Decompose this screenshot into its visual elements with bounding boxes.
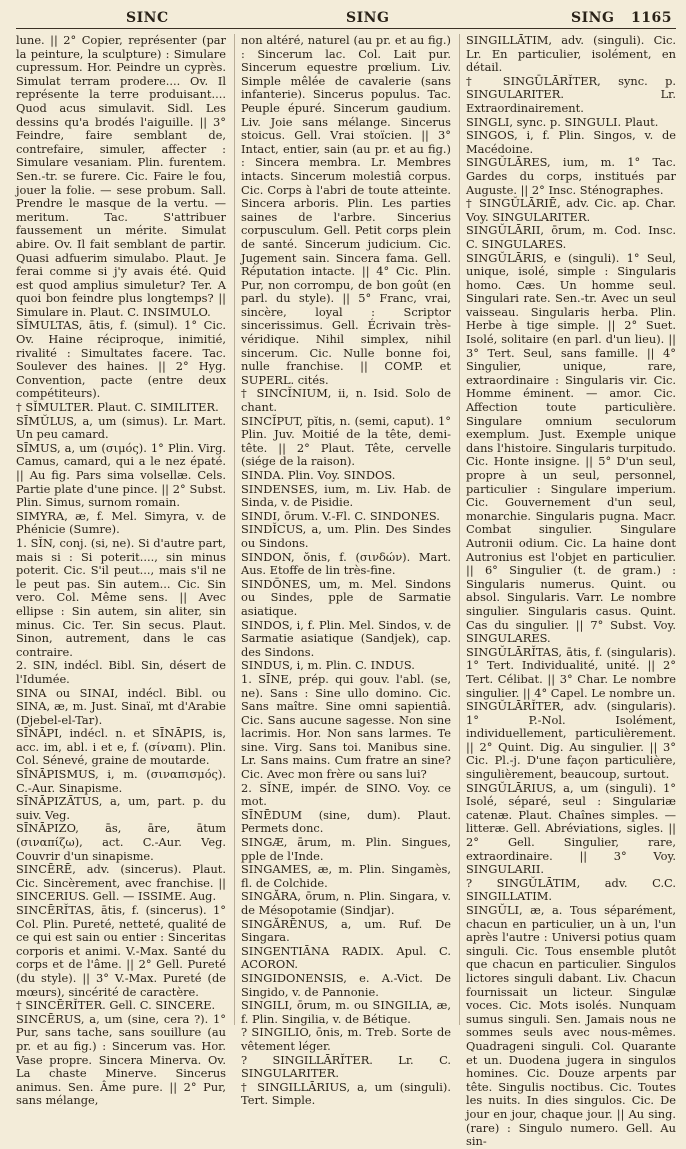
dictionary-entry: SINDENSES, ium, m. Liv. Hab. de Sinda, v. de Pisidie. (241, 481, 451, 510)
dictionary-entry: 1. SĪNE, prép. qui gouv. l'abl. (se, ne). Sans : Sine ullo domino. Cic. Sans maître. Sine omni sapientiâ. Cic. Sans aucune sagesse. Non sine lacrimis. Hor. Non sans larmes. Te sine. Virg. Sans toi. Manibus sine. Lr. Sans mains. Cum fratre an sine? Cic. Avec mon frère ou sans lui? (241, 671, 451, 782)
dictionary-entry: SĬMULTAS, ātis, f. (simul). 1° Cic. Ov. Haine réciproque, inimitié, rivalité : Simultates facere. Tac. Soulever des haines. || 2° Hyg. Convention, pacte (entre deux compétiteurs). (16, 318, 226, 401)
page-number: 1165 (631, 10, 672, 26)
dictionary-entry: † SĬMULTER. Plaut. C. SIMILITER. (16, 400, 219, 415)
dictionary-entry: SINA ou SINAI, indécl. Bibl. ou SINA, æ, m. Just. Sinaï, mt d'Arabie (Djebel-el-Tar). (16, 685, 226, 727)
dictionary-entry: † SINGŪLĀRĬTER, sync. p. SINGULARITER. Lr. Extraordinairement. (466, 73, 676, 115)
dictionary-entry: † SINCĬNIUM, ii, n. Isid. Solo de chant. (241, 386, 451, 415)
dictionary-entry: SINDŌNES, um, m. Mel. Sindons ou Sindes, pple de Sarmatie asiatique. (241, 576, 451, 618)
dictionary-entry: SĪMUS, a, um (σιμός). 1° Plin. Virg. Camus, camard, qui a le nez épaté. || Au fig. Pars sima volsellæ. Cels. Partie plate d'une pince. || 2° Subst. Plin. Simus, surnom romain. (16, 440, 226, 510)
dictionary-entry: SĪNĒDUM (sine, dum). Plaut. Permets donc. (241, 807, 451, 836)
dictionary-entry: SINDI, ōrum. V.-Fl. C. SINDONES. (241, 508, 440, 523)
dictionary-entry: SĪNĀPIZO, ās, āre, ātum (σιναπίζω), act. C.-Aur. Veg. Couvrir d'un sinapisme. (16, 821, 226, 863)
running-header (16, 6, 676, 28)
dictionary-entry: SINGENTIĀNA RADIX. Apul. C. ACORON. (241, 943, 451, 972)
dictionary-entry: SĪNĀPI, indécl. n. et SĪNĀPIS, is, acc. im, abl. i et e, f. (σίναπι). Plin. Col. Sénevé, graine de moutarde. (16, 726, 226, 768)
dictionary-entry: ? SINGŬLĀTIM, adv. C.C. SINGILLATIM. (466, 875, 676, 904)
dictionary-entry: SINGŬLI, æ, a. Tous séparément, chacun en particulier, un à un, l'un après l'autre : Universi potius quam singuli. Cic. Tous ensemble plutôt que chacun en particulier. Singulos lictores singuli dabant. Liv. Chacun fournissait un licteur. Singulæ voces. Cic. Mots isolés. Nunquam sumus singuli. Sen. Jamais nous ne sommes seuls avec nous-mêmes. Quadrageni singuli. Col. Quarante et un. Duodena jugera in singulos homines. Cic. Douze arpents par tête. Singulis noctibus. Cic. Toutes les nuits. In dies singulos. Cic. De jour en jour, chaque jour. || Au sing. (rare) : Singulo numero. Gell. Au sin- (466, 903, 676, 1149)
dictionary-entry: SINCĒRUS, a, um (sine, cera ?). 1° Pur, sans tache, sans souillure (au pr. et au fig.) : Sincerum vas. Hor. Vase propre. Sincera Minerva. Ov. La chaste Minerve. Sincerus animus. Sen. Âme pure. || 2° Pur, sans mélange, (16, 1011, 226, 1108)
column-3 (459, 33, 676, 1149)
dictionary-entry: † SINGILLĀRIUS, a, um (singuli). Tert. Simple. (241, 1079, 451, 1108)
dictionary-entry: SINGŬLĀRII, ōrum, m. Cod. Insc. C. SINGULARES. (466, 223, 676, 251)
dictionary-entry: SINDA. Plin. Voy. SINDOS. (241, 468, 396, 482)
dictionary-entry: SINGŬLĀRĬTER, adv. (singularis). 1° P.-Nol. Isolément, individuellement, particulièrement. || 2° Quint. Dig. Au singulier. || 3° Cic. Pl.-j. D'une façon particulière, singulièrement, beaucoup, surtout. (466, 699, 676, 782)
header-right-guide-word: SING (571, 10, 615, 26)
dictionary-entry: lune. || 2° Copier, représenter (par la peinture, la sculpture) : Simulare cupressum. Hor. Peindre un cyprès. Simulat terram prodere.... Ov. Il représente la terre produisant.... Quod acus simulavit. Sidl. Les dessins qu'a brodés l'aiguille. || 3° Feindre, faire semblant de, contrefaire, simuler, affecter : Simulare vesaniam. Plin. furentem. Sen.-tr. se furere. Cic. Faire le fou, jouer la folie. — sese probum. Sall. Prendre le masque de la vertu. — meritum. Tac. S'attribuer faussement un mérite. Simulat abire. Ov. Il fait semblant de partir. Quasi adfuerim simulabo. Plaut. Je ferai comme si j'y avais été. Quid est quod amplius simuletur? Ter. A quoi bon feindre plus longtemps? || Simulare in. Plaut. C. INSIMULO. (16, 33, 226, 319)
dictionary-entry: SINDON, ŏnis, f. (σινδών). Mart. Aus. Etoffe de lin très-fine. (241, 549, 451, 578)
dictionary-entry: SIMYRA, æ, f. Mel. Simyra, v. de Phénicie (Sumre). (16, 508, 226, 537)
dictionary-entry: 2. SĬNE, impér. de SINO. Voy. ce mot. (241, 780, 451, 809)
dictionary-entry: SINGĂRA, ōrum, n. Plin. Singara, v. de Mésopotamie (Sindjar). (241, 889, 451, 917)
columns (16, 33, 676, 1149)
dictionary-entry: SINGŬLĀRĬTAS, ātis, f. (singularis). 1° Tert. Individualité, unité. || 2° Tert. Célibat. || 3° Char. Le nombre singulier. || 4° Capel. Le nombre un. (466, 644, 676, 700)
dictionary-entry: SINGILLĀTIM, adv. (singuli). Cic. Lr. En particulier, isolément, en détail. (466, 33, 676, 75)
dictionary-entry: SINDUS, i, m. Plin. C. INDUS. (241, 658, 415, 673)
dictionary-entry: SINCĒRĒ, adv. (sincerus). Plaut. Cic. Sincèrement, avec franchise. || SINCERIUS. Gell. — ISSIME. Aug. (16, 862, 226, 904)
header-left-guide-word: SINC (126, 10, 169, 26)
dictionary-entry: SINDOS, i, f. Plin. Mel. Sindos, v. de Sarmatie asiatique (Sandjek), cap. des Sindons. (241, 617, 451, 659)
dictionary-entry: 1. SĬN, conj. (si, ne). Si d'autre part, mais si : Si poterit...., sin minus poterit. Cic. S'il peut..., mais s'il ne le peut pas. Sin autem... Cic. Sin vero. Col. Même sens. || Avec ellipse : Sin autem, sin aliter, sin minus. Cic. Ter. Sin secus. Plaut. Sinon, autrement, dans le cas contraire. (16, 535, 226, 659)
dictionary-entry: non altéré, naturel (au pr. et au fig.) : Sincerum lac. Col. Lait pur. Sincerum equestre prœlium. Liv. Simple mêlée de cavalerie (sans infanterie). Sincerus populus. Tac. Peuple épuré. Sincerum gaudium. Liv. Joie sans mélange. Sincerus stoicus. Gell. Vrai stoïcien. || 3° Intact, entier, sain (au pr. et au fig.) : Sincera membra. Lr. Membres intacts. Sincerum molestiâ corpus. Cic. Corps à l'abri de toute atteinte. Sincera arboris. Plin. Les parties saines de l'arbre. Sincerius corpusculum. Gell. Petit corps plein de santé. Sincerum judicium. Cic. Jugement sain. Sincera fama. Gell. Réputation intacte. || 4° Cic. Plin. Pur, non corrompu, de bon goût (en parl. du style). || 5° Franc, vrai, sincère, loyal : Scriptor sincerissimus. Gell. Écrivain très-véridique. Nihil simplex, nihil sincerum. Cic. Nulle bonne foi, nulle franchise. || COMP. et SUPERL. cités. (241, 33, 451, 387)
dictionary-entry: SĪNĀPIZĀTUS, a, um, part. p. du suiv. Veg. (16, 794, 226, 822)
column-1 (16, 33, 226, 1108)
dictionary-entry: SINGĂRĒNUS, a, um. Ruf. De Singara. (241, 916, 451, 945)
dictionary-entry: SINGÆ, ārum, m. Plin. Singues, pple de l'Inde. (241, 835, 451, 863)
dictionary-entry: SINGILI, ōrum, m. ou SINGILIA, æ, f. Plin. Singilia, v. de Bétique. (241, 998, 451, 1026)
dictionary-entry: 2. SIN, indécl. Bibl. Sin, désert de l'Idumée. (16, 658, 226, 686)
dictionary-entry: † SINGŬLĀRIĒ, adv. Cic. ap. Char. Voy. SINGULARITER. (466, 196, 676, 224)
dictionary-entry: SINGLI, sync. p. SINGULI. Plaut. (466, 114, 659, 129)
header-rule (16, 28, 676, 29)
dictionary-entry: SINGOS, i, f. Plin. Singos, v. de Macédoine. (466, 128, 676, 156)
dictionary-entry: ? SINGILIO, ōnis, m. Treb. Sorte de vêtement léger. (241, 1025, 451, 1053)
dictionary-entry: † SINCĒRĬTER. Gell. C. SINCERE. (16, 998, 216, 1013)
dictionary-entry: SINGŬLĀRES, ium, m. 1° Tac. Gardes du corps, institués par Auguste. || 2° Insc. Sténographes. (466, 155, 676, 197)
dictionary-entry: SINGŬLĀRIS, e (singuli). 1° Seul, unique, isolé, simple : Singularis homo. Cæs. Un homme seul. Singulari rate. Sen.-tr. Avec un seul vaisseau. Singularis herba. Plin. Herbe à tige simple. || 2° Suet. Isolé, solitaire (en parl. d'un lieu). || 3° Tert. Seul, sans famille. || 4° Singulier, unique, rare, extraordinaire : Singularis vir. Cic. Homme éminent. — amor. Cic. Affection toute particulière. Singulare omnium seculorum exemplum. Just. Exemple unique dans l'histoire. Singularis turpitudo. Cic. Honte insigne. || 5° D'un seul, propre à un seul, personnel, particulier : Singulare imperium. Cic. Gouvernement d'un seul, monarchie. Singularis pugna. Macr. Combat singulier. Singulare Autronii odium. Cic. La haine dont Autronius est l'objet en particulier. || 6° Singulier (t. de gram.) : Singularis numerus. Quint. ou absol. Singularis. Varr. Le nombre singulier. Singularis casus. Quint. Cas du singulier. || 7° Subst. Voy. SINGULARES. (466, 250, 676, 646)
dictionary-entry: ? SINGILLĀRĬTER. Lr. C. SINGULARITER. (241, 1052, 451, 1081)
dictionary-entry: SĪMŬLUS, a, um (simus). Lr. Mart. Un peu camard. (16, 413, 226, 442)
dictionary-entry: SINGIDONENSIS, e. A.-Vict. De Singido, v. de Pannonie. (241, 970, 451, 999)
dictionary-entry: SINGŬLĀRIUS, a, um (singuli). 1° Isolé, séparé, seul : Singulariæ catenæ. Plaut. Chaînes simples. — litteræ. Gell. Abréviations, sigles. || 2° Gell. Singulier, rare, extraordinaire. || 3° Voy. SINGULARII. (466, 780, 676, 877)
dictionary-entry: SĪNĀPISMUS, i, m. (σιναπισμός). C.-Aur. Sinapisme. (16, 767, 226, 795)
column-2 (234, 33, 451, 1108)
dictionary-entry: SINCĬPUT, pĭtis, n. (semi, caput). 1° Plin. Juv. Moitié de la tête, demi-tête. || 2° Plaut. Tête, cervelle (siége de la raison). (241, 413, 451, 469)
dictionary-entry: SINDĬCUS, a, um. Plin. Des Sindes ou Sindons. (241, 522, 451, 550)
header-center-guide-word: SING (346, 10, 390, 26)
dictionary-entry: SINCĒRĬTAS, ātis, f. (sincerus). 1° Col. Plin. Pureté, netteté, qualité de ce qui est sain ou entier : Sinceritas corporis et animi. V.-Max. Santé du corps et de l'âme. || 2° Gell. Pureté (du style). || 3° V.-Max. Pureté (de mœurs), sincérité de caractère. (16, 903, 226, 999)
dictionary-entry: SINGAMES, æ, m. Plin. Singamès, fl. de Colchide. (241, 862, 451, 890)
